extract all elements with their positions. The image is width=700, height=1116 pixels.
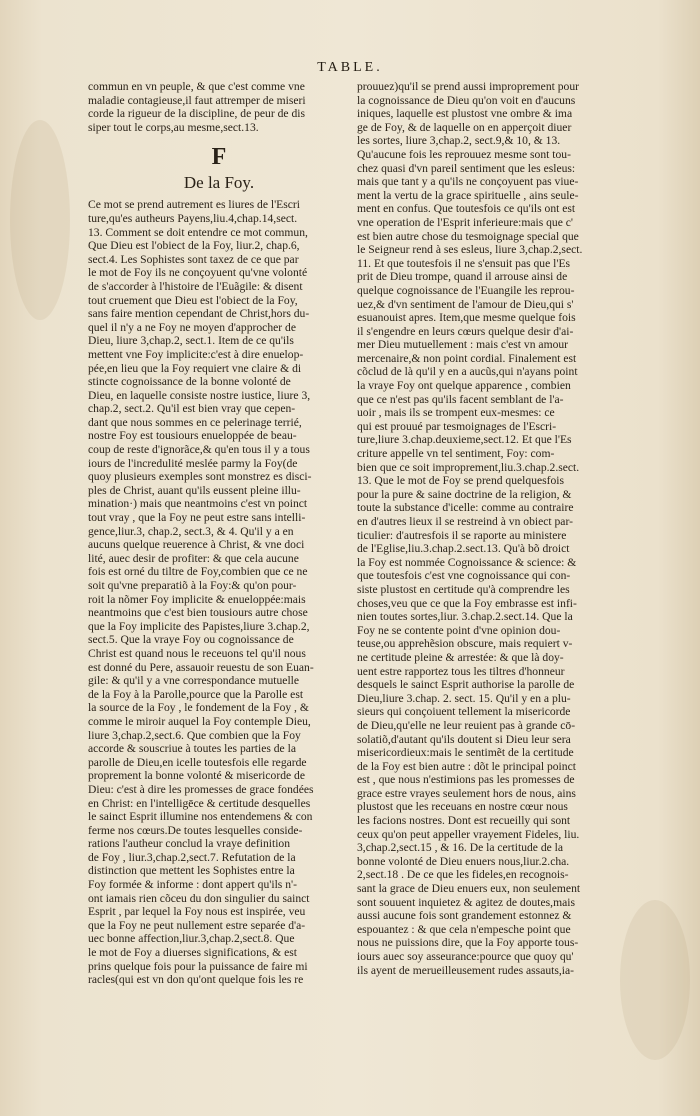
text-line: uoir , mais ils se trompent eux-mesmes: ce bbox=[357, 406, 555, 420]
left-intro-lines bbox=[88, 80, 350, 134]
text-line: mer Dieu mutuellement : mais c'est vn amour bbox=[357, 338, 569, 352]
text-line: lité, auec desir de profiter: & que cela aucune bbox=[88, 551, 299, 565]
paper-stain bbox=[10, 120, 70, 320]
text-line: que ce n'est pas qu'ils facent semblant de l'a- bbox=[357, 392, 564, 406]
text-line: criture appelle vn tel sentiment, Foy: com- bbox=[357, 447, 555, 461]
text-line: uez,& d'vn sentiment de l'amour de Dieu,qui s' bbox=[357, 297, 574, 311]
text-line: 13. Comment se doit entendre ce mot commun, bbox=[88, 225, 308, 239]
text-line: ne certitude pleine & arrestée: & que là doy- bbox=[357, 650, 564, 664]
text-line: ment la vertu de la grace spirituelle , ains seule- bbox=[357, 188, 579, 202]
text-line: que la Foy ne peut nullement estre separée d'a- bbox=[88, 918, 306, 932]
text-line: bonne volonté de Dieu enuers nous,liur.2.cha. bbox=[357, 854, 570, 868]
text-line: mercenaire,& non point cordial. Finalement est bbox=[357, 351, 577, 365]
text-line: commun en vn peuple, & que c'est comme vne bbox=[88, 80, 305, 93]
text-line: ceux qu'on peut appeller vrayement Fideles, liu. bbox=[357, 827, 580, 841]
text-line: que toutesfois c'est vne cognoissance qui con- bbox=[357, 569, 571, 583]
text-line: ticulier: d'autresfois il se raporte au ministere bbox=[357, 528, 567, 542]
text-line: sect.4. Les Sophistes sont taxez de ce que par bbox=[88, 252, 299, 266]
text-line: est bien autre chose du tesmoignage special que bbox=[357, 229, 579, 243]
text-line: prins quelque fois pour la puissance de faire mi bbox=[88, 959, 308, 973]
text-line: prit de Dieu trompe, quand il arrouse ainsi de bbox=[357, 270, 568, 284]
text-line: Foy formée & informe : dont appert qu'ils n'- bbox=[88, 878, 297, 892]
text-line: ment en confus. Que toutesfois ce qu'ils ont est bbox=[357, 202, 576, 216]
text-line: le mot de Foy ils ne conçoyuent qu'vne volonté bbox=[88, 266, 308, 280]
text-line: nostre Foy est tousiours enueloppée de beau- bbox=[88, 429, 297, 443]
text-line: sieurs qui conçoiuent tellement la misericorde bbox=[357, 705, 571, 719]
text-line: Dieu: c'est à dire les promesses de grace fondées bbox=[88, 782, 314, 796]
text-line: tout vray , que la Foy ne peut estre sans intelli- bbox=[88, 511, 306, 525]
text-line: sant la grace de Dieu enuers eux, non seulement bbox=[357, 882, 581, 896]
text-line: 11. Et que toutesfois il ne s'ensuit pas que l'Es bbox=[357, 256, 571, 270]
text-line: maladie contagieuse,il faut attremper de miseri bbox=[88, 93, 306, 107]
text-line: coup de reste d'ignorãce,& qu'en tous il y a tous bbox=[88, 443, 310, 457]
text-line: de la Foy est bien autre : dõt le principal poinct bbox=[357, 759, 576, 773]
text-line: de s'accorder à l'histoire de l'Euãgile: & disent bbox=[88, 279, 303, 293]
text-line: accorde & souscriue à toutes les parties de la bbox=[88, 742, 296, 756]
text-line: grace estre vrayes seulement hors de nous, ains bbox=[357, 786, 576, 800]
text-line: parolle de Dieu,en icelle toutesfois elle regarde bbox=[88, 755, 307, 769]
text-line: gile: & qu'il y a vne correspondance mutuelle bbox=[88, 674, 300, 688]
text-line: gence,liur.3, chap.2, sect.3, & 4. Qu'il y a en bbox=[88, 524, 294, 538]
text-line: le Seigneur rend à ses esleus, liure 3,chap.2,sect. bbox=[357, 243, 583, 257]
right-body-lines bbox=[357, 80, 625, 977]
text-line: Que Dieu est l'obiect de la Foy, liur.2, chap.6, bbox=[88, 239, 300, 253]
text-line: roit la nõmer Foy implicite & enueloppée:mais bbox=[88, 592, 306, 606]
text-line: misericordieux:mais le sentimẽt de la certitude bbox=[357, 746, 574, 760]
text-line: Dieu, liure 3,chap.2, sect.1. Item de ce qu'ils bbox=[88, 334, 294, 348]
text-line: uent estre rapportez tous les tiltres d'honneur bbox=[357, 664, 565, 678]
text-line: chap.2, sect.2. Qu'il est bien vray que cepen- bbox=[88, 402, 296, 416]
text-line: prouuez)qu'il se prend aussi improprement pour bbox=[357, 80, 579, 93]
text-line: Esprit , par lequel la Foy nous est inspirée, veu bbox=[88, 905, 306, 919]
text-line: bien que ce soit improprement,liu.3.chap.2.sect. bbox=[357, 460, 580, 474]
text-line: il s'engendre en leurs cœurs quelque desir d'ai- bbox=[357, 324, 574, 338]
text-line: esuanouist apres. Item,que mesme quelque fois bbox=[357, 311, 576, 325]
text-line: sect.5. Que la vraye Foy ou cognoissance de bbox=[88, 633, 294, 647]
text-line: uec bonne affection,liur.3,chap.2,sect.8. Que bbox=[88, 932, 295, 946]
text-line: pour la pure & saine doctrine de la religion, & bbox=[357, 487, 572, 501]
text-line: de Dieu,qu'elle ne leur reuient pas à grande cō- bbox=[357, 718, 576, 732]
text-line: cõclud de là qu'il y en a aucũs,qui n'ayans point bbox=[357, 365, 578, 379]
text-line: ture,liure 3.chap.deuxieme,sect.12. Et que l'Es bbox=[357, 433, 572, 447]
text-line: toute la substance d'icelle: comme au contraire bbox=[357, 501, 574, 515]
text-line: mination·) mais que neantmoins c'est vn poinct bbox=[88, 497, 308, 511]
text-line: nous ne puissions dire, que la Foy apporte tous- bbox=[357, 936, 579, 950]
text-line: Dieu,liure 3.chap. 2. sect. 15. Qu'il y en a plu- bbox=[357, 691, 571, 705]
text-line: est donné du Pere, assauoir reuestu de son Euan- bbox=[88, 660, 314, 674]
text-line: quoy plusieurs exemples sont monstrez es disci- bbox=[88, 470, 312, 484]
text-line: soit qu'vne preparatiõ à la Foy:& qu'on pour- bbox=[88, 579, 297, 592]
text-line: est , que nous n'estimions pas les promesses de bbox=[357, 773, 575, 787]
section-title: De la Foy. bbox=[183, 173, 255, 193]
text-line: la source de la Foy , le fondement de la Foy , & bbox=[88, 701, 309, 715]
text-line: aussi aucune fois sont grandement estonnez & bbox=[357, 909, 572, 923]
text-line: iours de l'incredulité meslée parmy la Foy(de bbox=[88, 456, 298, 470]
text-line: iniques, laquelle est plustost vne ombre & ima bbox=[357, 107, 573, 121]
text-line: pée,en lieu que la Foy requiert vne claire & di bbox=[88, 361, 302, 375]
text-line: solatiõ,d'autant qu'ils doutent si Dieu leur sera bbox=[357, 732, 571, 746]
text-line: Christ est quand nous le receuons tel qu'il nous bbox=[88, 646, 306, 660]
index-letter: F bbox=[211, 144, 227, 171]
text-line: la vraye Foy ont quelque apparence , combien bbox=[357, 379, 571, 393]
text-line: 2,sect.18 . De ce que les fideles,en recognois- bbox=[357, 868, 569, 882]
text-line: racles(qui est vn don qu'ont quelque fois les re bbox=[88, 973, 304, 987]
text-line: quel il n'y a ne Foy ne moyen d'approcher de bbox=[88, 320, 296, 334]
text-line: plustost que les receuans en nostre cœur nous bbox=[357, 800, 568, 814]
text-line: stincte cognoissance de la bonne volonté de bbox=[88, 375, 291, 389]
left-body-lines bbox=[88, 198, 350, 986]
text-line: Qu'aucune fois les reprouuez mesme sont tou- bbox=[357, 147, 571, 161]
text-line: siper tout le corps,au mesme,sect.13. bbox=[88, 120, 259, 134]
text-line: desquels le sainct Esprit authorise la parolle de bbox=[357, 678, 575, 692]
text-line: fois est orné du tiltre de Foy,combien que ce ne bbox=[88, 565, 308, 579]
text-line: neantmoins que c'est bien tousiours autre chose bbox=[88, 606, 308, 620]
text-line: ge de Foy, & de laquelle on en apperçoit diuer bbox=[357, 120, 572, 134]
text-line: liure 3,chap.2,sect.6. Que combien que la Foy bbox=[88, 728, 301, 742]
text-line: de Foy , liur.3,chap.2,sect.7. Refutation de la bbox=[88, 850, 296, 864]
text-line: nien toutes sortes,liur. 3.chap.2.sect.14. Que la bbox=[357, 610, 573, 624]
text-line: Ce mot se prend autrement es liures de l'Escri bbox=[88, 198, 300, 212]
text-line: distinction que mettent les Sophistes entre la bbox=[88, 864, 295, 878]
text-line: espouantez : & que cela n'empesche point que bbox=[357, 922, 571, 936]
text-line: de la Foy à la Parolle,pource que la Parolle est bbox=[88, 687, 304, 701]
text-line: aucuns quelque reuerence à Christ, & vne doci bbox=[88, 538, 305, 552]
text-line: la Foy est nommée Cognoissance & science: & bbox=[357, 555, 577, 569]
text-line: comme le miroir auquel la Foy contemple Dieu, bbox=[88, 714, 311, 728]
text-line: la cognoissance de Dieu qu'on voit en d'aucuns bbox=[357, 93, 576, 107]
text-line: en d'autres lieux il se restreind à vn obiect par- bbox=[357, 515, 573, 528]
text-line: le mot de Foy a diuerses significations, & est bbox=[88, 946, 297, 960]
text-line: proprement la bonne volonté & misericorde de bbox=[88, 769, 305, 783]
text-line: Foy ne se contente point d'vne opinion dou- bbox=[357, 623, 561, 637]
right-column bbox=[357, 80, 625, 977]
text-line: les sortes, liure 3,chap.2, sect.9,& 10, & 13. bbox=[357, 134, 561, 148]
text-line: vne operation de l'Esprit inferieure:mais que c' bbox=[357, 215, 574, 229]
text-line: quelque cognoissance de l'Euangile les reprou- bbox=[357, 283, 575, 297]
text-line: chez quasi d'vn pareil sentiment que les esleus: bbox=[357, 161, 576, 175]
text-line: iours auec soy asseurance:pource que quoy qu' bbox=[357, 950, 574, 963]
text-line: ferme nos cœurs.De toutes lesquelles conside- bbox=[88, 823, 303, 837]
text-line: mais que tant y a qu'ils ne conçoyuent pas viue- bbox=[357, 175, 579, 189]
text-line: sans faire mention cependant de Christ,hors du- bbox=[88, 307, 310, 321]
text-line: 3,chap.2,sect.15 , & 16. De la certitude de la bbox=[357, 841, 564, 855]
text-line: de l'Eglise,liu.3.chap.2.sect.13. Qu'à bõ droict bbox=[357, 542, 570, 556]
text-line: dant que nous sommes en ce pelerinage terrié, bbox=[88, 415, 302, 429]
text-line: 13. Que le mot de Foy se prend quelquesfois bbox=[357, 474, 565, 488]
text-line: siste plustost en certitude qu'à comprendre les bbox=[357, 582, 570, 596]
text-line: ture,qu'es autheurs Payens,liu.4,chap.14,sect. bbox=[88, 211, 298, 225]
paper-stain bbox=[620, 900, 690, 1060]
text-line: en Christ: en l'intelligēce & certitude desquelles bbox=[88, 796, 311, 810]
running-head: TABLE. bbox=[317, 60, 383, 75]
text-line: rations l'autheur conclud la vraye definition bbox=[88, 837, 291, 851]
text-line: ples de Christ, auant qu'ils eussent pleine illu- bbox=[88, 483, 301, 497]
left-column bbox=[88, 80, 350, 987]
text-line: sont souuent inquietez & agitez de doutes,mais bbox=[357, 895, 575, 909]
text-line: mettent vne Foy implicite:c'est à dire enuelop- bbox=[88, 347, 304, 361]
text-line: les facions nostres. Dont est recueilly qui sont bbox=[357, 814, 571, 828]
text-line: choses,veu que ce que la Foy embrasse est infi- bbox=[357, 596, 577, 610]
text-line: qui est prouué par tesmoignages de l'Escri- bbox=[357, 419, 557, 433]
text-line: le sainct Esprit illumine nos entendemens & con bbox=[88, 810, 313, 824]
text-line: tout cruement que Dieu est l'obiect de la Foy, bbox=[88, 293, 298, 307]
text-line: ils ayent de merueilleusement rudes assauts,ia- bbox=[357, 963, 574, 977]
text-line: Dieu, en laquelle consiste nostre iustice, liure 3, bbox=[88, 388, 311, 402]
text-line: ont iamais rien cõceu du don singulier du sainct bbox=[88, 891, 310, 905]
text-line: que la Foy implicite des Papistes,liure 3.chap.2, bbox=[88, 619, 310, 633]
text-line: teuse,ou apprehẽsion obscure, mais requiert v- bbox=[357, 637, 573, 651]
text-line: corde la rigueur de la discipline, de peur de dis bbox=[88, 107, 305, 121]
